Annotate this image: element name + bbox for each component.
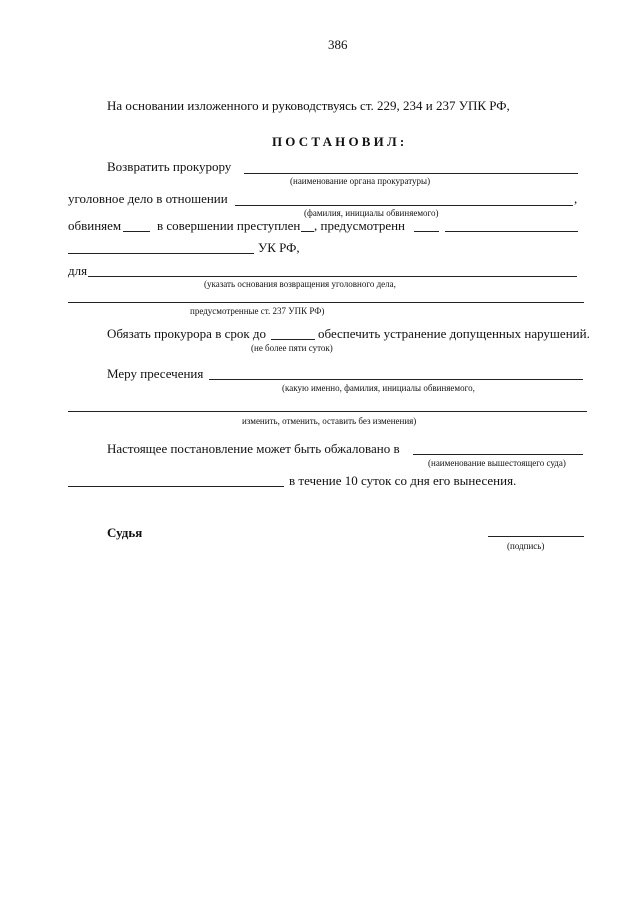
grounds-field-line-2[interactable] xyxy=(68,302,584,303)
accused-name-caption: (фамилия, инициалы обвиняемого) xyxy=(304,208,439,218)
provided-word: , предусмотренн xyxy=(314,218,406,233)
signature-field-line[interactable] xyxy=(488,536,584,537)
article-field-line-2[interactable] xyxy=(68,253,254,254)
grounds-caption: (указать основания возвращения уголовного дела, xyxy=(204,279,396,289)
deadline-field-line[interactable] xyxy=(271,339,315,340)
prosecutor-caption: (наименование органа прокуратуры) xyxy=(290,176,431,186)
accused-ending-field-line[interactable] xyxy=(123,231,150,232)
obligation-text-start: Обязать прокурора в срок до xyxy=(107,326,267,341)
grounds-field-line[interactable] xyxy=(88,276,577,277)
intro-text: На основании изложенного и руководствуясь ст. 229, 234 и 237 УПК РФ, xyxy=(107,98,510,113)
restraint-field-line-2[interactable] xyxy=(68,411,587,412)
restraint-field-line[interactable] xyxy=(209,379,583,380)
page-number: 386 xyxy=(328,37,348,52)
article-field-line[interactable] xyxy=(445,231,578,232)
case-label: уголовное дело в отношении xyxy=(68,191,228,206)
uk-rf-text: УК РФ, xyxy=(258,240,300,255)
return-label: Возвратить прокурору xyxy=(107,159,232,174)
restraint-caption: (какую именно, фамилия, инициалы обвиняемого, xyxy=(282,383,475,393)
provided-ending-field-line[interactable] xyxy=(414,231,439,232)
accused-name-field-line[interactable] xyxy=(235,205,573,206)
higher-court-field-line[interactable] xyxy=(413,454,583,455)
decision-title: ПОСТАНОВИЛ: xyxy=(272,134,408,149)
higher-court-field-line-2[interactable] xyxy=(68,486,284,487)
appeal-term: в течение 10 суток со дня его вынесения. xyxy=(289,473,517,488)
higher-court-caption: (наименование вышестоящего суда) xyxy=(428,458,566,468)
crime-word: в совершении преступлен xyxy=(157,218,301,233)
grounds-caption-2: предусмотренные ст. 237 УПК РФ) xyxy=(190,306,325,316)
prosecutor-field-line[interactable] xyxy=(244,173,578,174)
crime-ending-field-line[interactable] xyxy=(301,231,314,232)
for-label: для xyxy=(68,263,88,278)
restraint-label: Меру пресечения xyxy=(107,366,204,381)
restraint-caption-2: изменить, отменить, оставить без изменения) xyxy=(242,416,417,426)
appeal-label: Настоящее постановление может быть обжаловано в xyxy=(107,441,400,456)
accused-word: обвиняем xyxy=(68,218,122,233)
judge-label: Судья xyxy=(107,525,143,540)
deadline-caption: (не более пяти суток) xyxy=(251,343,333,353)
case-comma: , xyxy=(574,191,578,206)
signature-caption: (подпись) xyxy=(507,541,545,551)
obligation-text-end: обеспечить устранение допущенных нарушений. xyxy=(318,326,590,341)
